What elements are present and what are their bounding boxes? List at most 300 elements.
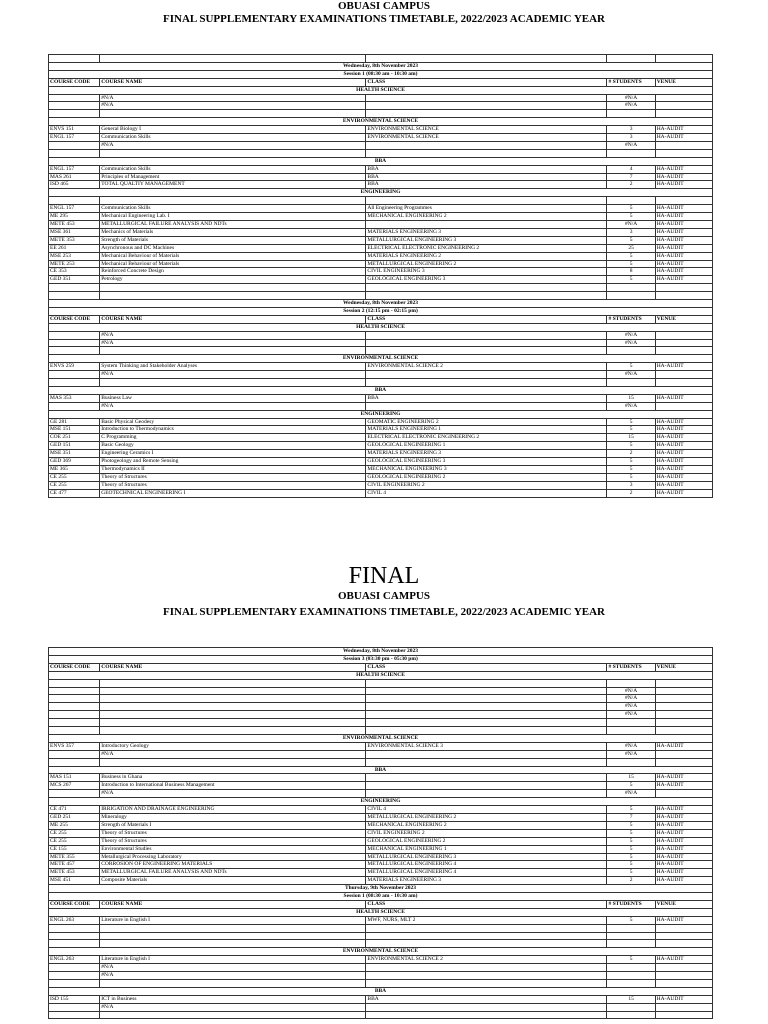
students-cell: 5 — [607, 861, 655, 869]
table-row — [49, 220, 713, 228]
course-code-cell: GE 281 — [49, 418, 100, 426]
page-title-2: FINAL SUPPLEMENTARY EXAMINATIONS TIMETABLE, 2022/2023 ACADEMIC YEAR — [163, 606, 605, 618]
class-cell: ENVIRONMENTAL SCIENCE 3 — [366, 742, 607, 750]
venue-cell: HA-AUDIT — [655, 276, 712, 284]
students-cell: #N/A — [607, 331, 655, 339]
table-row — [49, 339, 713, 347]
course-code-cell: METE 457 — [49, 861, 100, 869]
venue-cell: HA-AUDIT — [655, 134, 712, 142]
venue-cell: HA-AUDIT — [655, 481, 712, 489]
venue-cell: HA-AUDIT — [655, 205, 712, 213]
class-cell — [366, 402, 607, 410]
table-row — [49, 703, 713, 711]
table-row — [49, 742, 713, 750]
blank-row — [49, 727, 713, 735]
empty-cell — [100, 940, 366, 948]
course-code-cell — [49, 687, 100, 695]
blank-row — [49, 347, 713, 355]
blank-row — [49, 719, 713, 727]
venue-cell — [655, 371, 712, 379]
course-name-cell: Basic Physical Geodesy — [100, 418, 366, 426]
section-header-row — [49, 987, 713, 995]
course-code-cell: CE 255 — [49, 481, 100, 489]
table-row — [49, 774, 713, 782]
students-cell: 15 — [607, 434, 655, 442]
table-row — [49, 481, 713, 489]
venue-cell — [655, 972, 712, 980]
course-name-cell: Literature in English I — [100, 956, 366, 964]
campus-heading-2: OBUASI CAMPUS — [338, 590, 430, 602]
class-cell — [366, 695, 607, 703]
course-code-cell — [49, 141, 100, 149]
course-code-cell: GED 151 — [49, 442, 100, 450]
blank-row — [49, 940, 713, 948]
class-cell — [366, 94, 607, 102]
class-cell: GEOLOGICAL ENGINEERING 3 — [366, 276, 607, 284]
class-cell — [366, 790, 607, 798]
students-cell: 15 — [607, 394, 655, 402]
venue-cell: HA-AUDIT — [655, 845, 712, 853]
empty-cell — [49, 379, 100, 387]
course-code-cell: GED 369 — [49, 458, 100, 466]
empty-cell — [607, 284, 655, 292]
section-header: BBA — [49, 766, 713, 774]
class-cell: ELECTRICAL ELECTRONIC ENGINEERING 2 — [366, 434, 607, 442]
campus-heading: OBUASI CAMPUS — [338, 0, 430, 12]
course-code-cell: CE 255 — [49, 837, 100, 845]
class-cell: BBA — [366, 995, 607, 1003]
column-header-row — [49, 663, 713, 671]
course-name-cell — [100, 703, 366, 711]
class-cell — [366, 339, 607, 347]
empty-cell — [100, 110, 366, 118]
empty-cell — [100, 679, 366, 687]
empty-cell — [49, 292, 100, 300]
class-cell: ENVIRONMENTAL SCIENCE 2 — [366, 956, 607, 964]
class-cell — [366, 711, 607, 719]
section-header-row — [49, 355, 713, 363]
empty-cell — [366, 727, 607, 735]
table-row — [49, 181, 713, 189]
venue-cell: HA-AUDIT — [655, 418, 712, 426]
empty-cell — [49, 55, 100, 63]
course-name-cell: Communication Skills — [100, 165, 366, 173]
section-header-row — [49, 157, 713, 165]
students-cell: 5 — [607, 458, 655, 466]
table-row — [49, 972, 713, 980]
column-header: COURSE CODE — [49, 663, 100, 671]
class-cell: ELECTRICAL ELECTRONIC ENGINEERING 2 — [366, 244, 607, 252]
venue-cell: HA-AUDIT — [655, 861, 712, 869]
students-cell: #N/A — [607, 339, 655, 347]
session-header: Thursday, 9th November 2023 — [49, 885, 713, 893]
venue-cell: HA-AUDIT — [655, 450, 712, 458]
class-cell — [366, 703, 607, 711]
empty-cell — [607, 1011, 655, 1019]
students-cell: 2 — [607, 181, 655, 189]
course-code-cell — [49, 695, 100, 703]
course-code-cell: ENVS 357 — [49, 742, 100, 750]
students-cell: 8 — [607, 268, 655, 276]
column-header: COURSE CODE — [49, 315, 100, 323]
venue-cell: HA-AUDIT — [655, 426, 712, 434]
empty-cell — [49, 679, 100, 687]
students-cell: 5 — [607, 916, 655, 924]
class-cell: ENVIRONMENTAL SCIENCE 2 — [366, 363, 607, 371]
empty-cell — [366, 758, 607, 766]
course-name-cell: IRRIGATION AND DRAINAGE ENGINEERING — [100, 806, 366, 814]
class-cell: MATERIALS ENGINEERING 3 — [366, 450, 607, 458]
column-header: VENUE — [655, 78, 712, 86]
course-name-cell: #N/A — [100, 339, 366, 347]
course-code-cell: MCS 267 — [49, 782, 100, 790]
course-code-cell: CE 155 — [49, 845, 100, 853]
table-row — [49, 466, 713, 474]
students-cell: #N/A — [607, 102, 655, 110]
empty-cell — [366, 149, 607, 157]
empty-cell — [655, 379, 712, 387]
course-name-cell: #N/A — [100, 102, 366, 110]
course-name-cell: #N/A — [100, 972, 366, 980]
venue-cell: HA-AUDIT — [655, 268, 712, 276]
empty-cell — [607, 940, 655, 948]
course-name-cell: Introduction to Thermodynamics — [100, 426, 366, 434]
venue-cell: HA-AUDIT — [655, 458, 712, 466]
class-cell: METALLURGICAL ENGINEERING 3 — [366, 853, 607, 861]
students-cell: #N/A — [607, 790, 655, 798]
section-header: HEALTH SCIENCE — [49, 323, 713, 331]
course-code-cell — [49, 371, 100, 379]
empty-cell — [366, 347, 607, 355]
empty-cell — [49, 940, 100, 948]
course-name-cell: Business in Ghana — [100, 774, 366, 782]
session-header-row — [49, 655, 713, 663]
section-header-row — [49, 734, 713, 742]
empty-cell — [49, 197, 100, 205]
course-code-cell — [49, 711, 100, 719]
venue-cell: HA-AUDIT — [655, 742, 712, 750]
course-code-cell: GED 351 — [49, 276, 100, 284]
section-header: HEALTH SCIENCE — [49, 671, 713, 679]
blank-row — [49, 1011, 713, 1019]
venue-cell: HA-AUDIT — [655, 806, 712, 814]
course-code-cell: MAS 353 — [49, 394, 100, 402]
blank-row — [49, 149, 713, 157]
empty-cell — [607, 719, 655, 727]
class-cell — [366, 972, 607, 980]
empty-cell — [366, 55, 607, 63]
venue-cell: HA-AUDIT — [655, 252, 712, 260]
class-cell: CIVIL 4 — [366, 489, 607, 497]
venue-cell: HA-AUDIT — [655, 813, 712, 821]
table-row — [49, 750, 713, 758]
class-cell: METALLURGICAL ENGINEERING 3 — [366, 236, 607, 244]
blank-row — [49, 284, 713, 292]
students-cell: 5 — [607, 853, 655, 861]
table-row — [49, 829, 713, 837]
course-code-cell: COE 251 — [49, 434, 100, 442]
venue-cell: HA-AUDIT — [655, 489, 712, 497]
course-code-cell: CE 353 — [49, 268, 100, 276]
course-name-cell: Mineralogy — [100, 813, 366, 821]
course-code-cell: METE 355 — [49, 853, 100, 861]
class-cell: ENVIRONMENTAL SCIENCE — [366, 134, 607, 142]
class-cell: CIVIL ENGINEERING 3 — [366, 268, 607, 276]
section-header-row — [49, 410, 713, 418]
blank-row — [49, 932, 713, 940]
table-row — [49, 916, 713, 924]
course-code-cell: ISD 465 — [49, 181, 100, 189]
course-name-cell: Petrology — [100, 276, 366, 284]
venue-cell: HA-AUDIT — [655, 260, 712, 268]
venue-cell — [655, 339, 712, 347]
empty-cell — [607, 197, 655, 205]
course-code-cell: ENVS 259 — [49, 363, 100, 371]
course-name-cell: Metallurgical Processing Laboratory — [100, 853, 366, 861]
students-cell: 5 — [607, 806, 655, 814]
empty-cell — [100, 719, 366, 727]
session-header-row — [49, 62, 713, 70]
class-cell — [366, 774, 607, 782]
class-cell: GEOMATIC ENGINEERING 2 — [366, 418, 607, 426]
column-header: VENUE — [655, 663, 712, 671]
empty-cell — [49, 924, 100, 932]
final-watermark-heading: FINAL — [348, 563, 420, 589]
students-cell: 5 — [607, 869, 655, 877]
students-cell: 3 — [607, 481, 655, 489]
session-header: Wednesday, 8th November 2023 — [49, 300, 713, 308]
course-name-cell: Introduction to International Business Management — [100, 782, 366, 790]
section-header: BBA — [49, 386, 713, 394]
venue-cell — [655, 141, 712, 149]
column-header: COURSE NAME — [100, 663, 366, 671]
course-name-cell — [100, 711, 366, 719]
course-name-cell: #N/A — [100, 402, 366, 410]
table-row — [49, 489, 713, 497]
students-cell: #N/A — [607, 695, 655, 703]
empty-cell — [100, 55, 366, 63]
students-cell: 3 — [607, 126, 655, 134]
course-code-cell: MSE 351 — [49, 450, 100, 458]
column-header-row — [49, 78, 713, 86]
column-header: # STUDENTS — [607, 663, 655, 671]
empty-cell — [366, 979, 607, 987]
empty-cell — [100, 932, 366, 940]
students-cell: #N/A — [607, 220, 655, 228]
column-header: VENUE — [655, 315, 712, 323]
column-header: CLASS — [366, 315, 607, 323]
students-cell: 5 — [607, 426, 655, 434]
students-cell — [607, 972, 655, 980]
section-header-row — [49, 766, 713, 774]
venue-cell — [655, 790, 712, 798]
venue-cell: HA-AUDIT — [655, 466, 712, 474]
table-row — [49, 877, 713, 885]
venue-cell: HA-AUDIT — [655, 774, 712, 782]
table-row — [49, 995, 713, 1003]
section-header-row — [49, 86, 713, 94]
venue-cell: HA-AUDIT — [655, 228, 712, 236]
empty-cell — [655, 719, 712, 727]
students-cell: 5 — [607, 442, 655, 450]
venue-cell: HA-AUDIT — [655, 363, 712, 371]
empty-cell — [100, 292, 366, 300]
course-name-cell: Theory of Structures — [100, 473, 366, 481]
course-name-cell: #N/A — [100, 1003, 366, 1011]
empty-cell — [100, 347, 366, 355]
students-cell: 5 — [607, 837, 655, 845]
venue-cell — [655, 402, 712, 410]
empty-cell — [655, 292, 712, 300]
empty-cell — [655, 55, 712, 63]
section-header: ENVIRONMENTAL SCIENCE — [49, 118, 713, 126]
students-cell: 15 — [607, 995, 655, 1003]
section-header: ENVIRONMENTAL SCIENCE — [49, 734, 713, 742]
table-row — [49, 102, 713, 110]
venue-cell: HA-AUDIT — [655, 877, 712, 885]
blank-row — [49, 979, 713, 987]
course-code-cell: CE 255 — [49, 473, 100, 481]
empty-cell — [366, 379, 607, 387]
table-row — [49, 205, 713, 213]
blank-row — [49, 679, 713, 687]
table-row — [49, 458, 713, 466]
section-header: ENGINEERING — [49, 798, 713, 806]
course-code-cell — [49, 750, 100, 758]
course-code-cell: MAS 151 — [49, 774, 100, 782]
class-cell: METALLURGICAL ENGINEERING 4 — [366, 861, 607, 869]
course-code-cell: CE 471 — [49, 806, 100, 814]
students-cell: 5 — [607, 782, 655, 790]
course-code-cell: MSE 451 — [49, 877, 100, 885]
course-name-cell: Communication Skills — [100, 205, 366, 213]
empty-cell — [607, 758, 655, 766]
empty-cell — [655, 758, 712, 766]
course-name-cell: Environmental Studies — [100, 845, 366, 853]
course-code-cell: ENGL 263 — [49, 916, 100, 924]
course-code-cell: CE 477 — [49, 489, 100, 497]
course-name-cell — [100, 687, 366, 695]
empty-cell — [49, 1011, 100, 1019]
section-header: HEALTH SCIENCE — [49, 86, 713, 94]
students-cell: 2 — [607, 450, 655, 458]
venue-cell: HA-AUDIT — [655, 869, 712, 877]
class-cell: BBA — [366, 394, 607, 402]
course-code-cell — [49, 402, 100, 410]
blank-row — [49, 758, 713, 766]
course-code-cell: GED 251 — [49, 813, 100, 821]
session-header: Session 1 (08:30 am - 10:30 am) — [49, 893, 713, 901]
venue-cell: HA-AUDIT — [655, 181, 712, 189]
class-cell: All Engineering Programmes — [366, 205, 607, 213]
section-header-row — [49, 189, 713, 197]
column-header: COURSE CODE — [49, 900, 100, 908]
course-code-cell — [49, 1003, 100, 1011]
course-code-cell: ENGL 157 — [49, 165, 100, 173]
empty-cell — [655, 679, 712, 687]
students-cell: 5 — [607, 473, 655, 481]
students-cell: 5 — [607, 363, 655, 371]
course-code-cell — [49, 964, 100, 972]
course-name-cell: Asynchronous and DC Machines — [100, 244, 366, 252]
course-name-cell: Thermodynamics II — [100, 466, 366, 474]
venue-cell — [655, 94, 712, 102]
venue-cell: HA-AUDIT — [655, 442, 712, 450]
course-name-cell: #N/A — [100, 750, 366, 758]
course-code-cell: ME 295 — [49, 213, 100, 221]
empty-cell — [49, 149, 100, 157]
course-name-cell: Theory of Structures — [100, 481, 366, 489]
class-cell: CIVIL 4 — [366, 806, 607, 814]
table-row — [49, 473, 713, 481]
empty-cell — [49, 979, 100, 987]
table-row — [49, 442, 713, 450]
course-name-cell: #N/A — [100, 371, 366, 379]
students-cell: 15 — [607, 774, 655, 782]
empty-cell — [607, 932, 655, 940]
empty-cell — [607, 379, 655, 387]
course-code-cell: ISD 155 — [49, 995, 100, 1003]
class-cell — [366, 331, 607, 339]
table-row — [49, 821, 713, 829]
column-header: COURSE NAME — [100, 315, 366, 323]
venue-cell — [655, 1003, 712, 1011]
session-header: Wednesday, 8th November 2023 — [49, 62, 713, 70]
section-header: ENVIRONMENTAL SCIENCE — [49, 355, 713, 363]
empty-cell — [100, 197, 366, 205]
course-name-cell: Principles of Management — [100, 173, 366, 181]
course-name-cell: METALLURGICAL FAILURE ANALYSIS AND NDTs — [100, 220, 366, 228]
column-header-row — [49, 900, 713, 908]
course-name-cell: Mechanical Behaviour of Materials — [100, 252, 366, 260]
venue-cell: HA-AUDIT — [655, 434, 712, 442]
empty-cell — [655, 149, 712, 157]
course-code-cell — [49, 94, 100, 102]
table-row — [49, 956, 713, 964]
empty-cell — [366, 924, 607, 932]
session-header-row — [49, 648, 713, 656]
students-cell: 5 — [607, 260, 655, 268]
venue-cell: HA-AUDIT — [655, 837, 712, 845]
students-cell: 25 — [607, 244, 655, 252]
empty-cell — [655, 110, 712, 118]
table-row — [49, 244, 713, 252]
students-cell: 5 — [607, 418, 655, 426]
empty-cell — [655, 924, 712, 932]
session-header: Session 1 (08:30 am - 10:30 am) — [49, 70, 713, 78]
venue-cell — [655, 711, 712, 719]
venue-cell — [655, 331, 712, 339]
venue-cell: HA-AUDIT — [655, 821, 712, 829]
class-cell: BBA — [366, 181, 607, 189]
table-row — [49, 426, 713, 434]
venue-cell: HA-AUDIT — [655, 173, 712, 181]
column-header: COURSE NAME — [100, 900, 366, 908]
venue-cell: HA-AUDIT — [655, 213, 712, 221]
table-row — [49, 371, 713, 379]
class-cell — [366, 964, 607, 972]
empty-cell — [655, 197, 712, 205]
table-row — [49, 268, 713, 276]
class-cell: CIVIL ENGINEERING 2 — [366, 481, 607, 489]
empty-cell — [100, 1011, 366, 1019]
class-cell: MATERIALS ENGINEERING 3 — [366, 877, 607, 885]
course-code-cell: METE 353 — [49, 236, 100, 244]
venue-cell: HA-AUDIT — [655, 220, 712, 228]
session-header-row — [49, 70, 713, 78]
empty-cell — [655, 932, 712, 940]
blank-row — [49, 197, 713, 205]
